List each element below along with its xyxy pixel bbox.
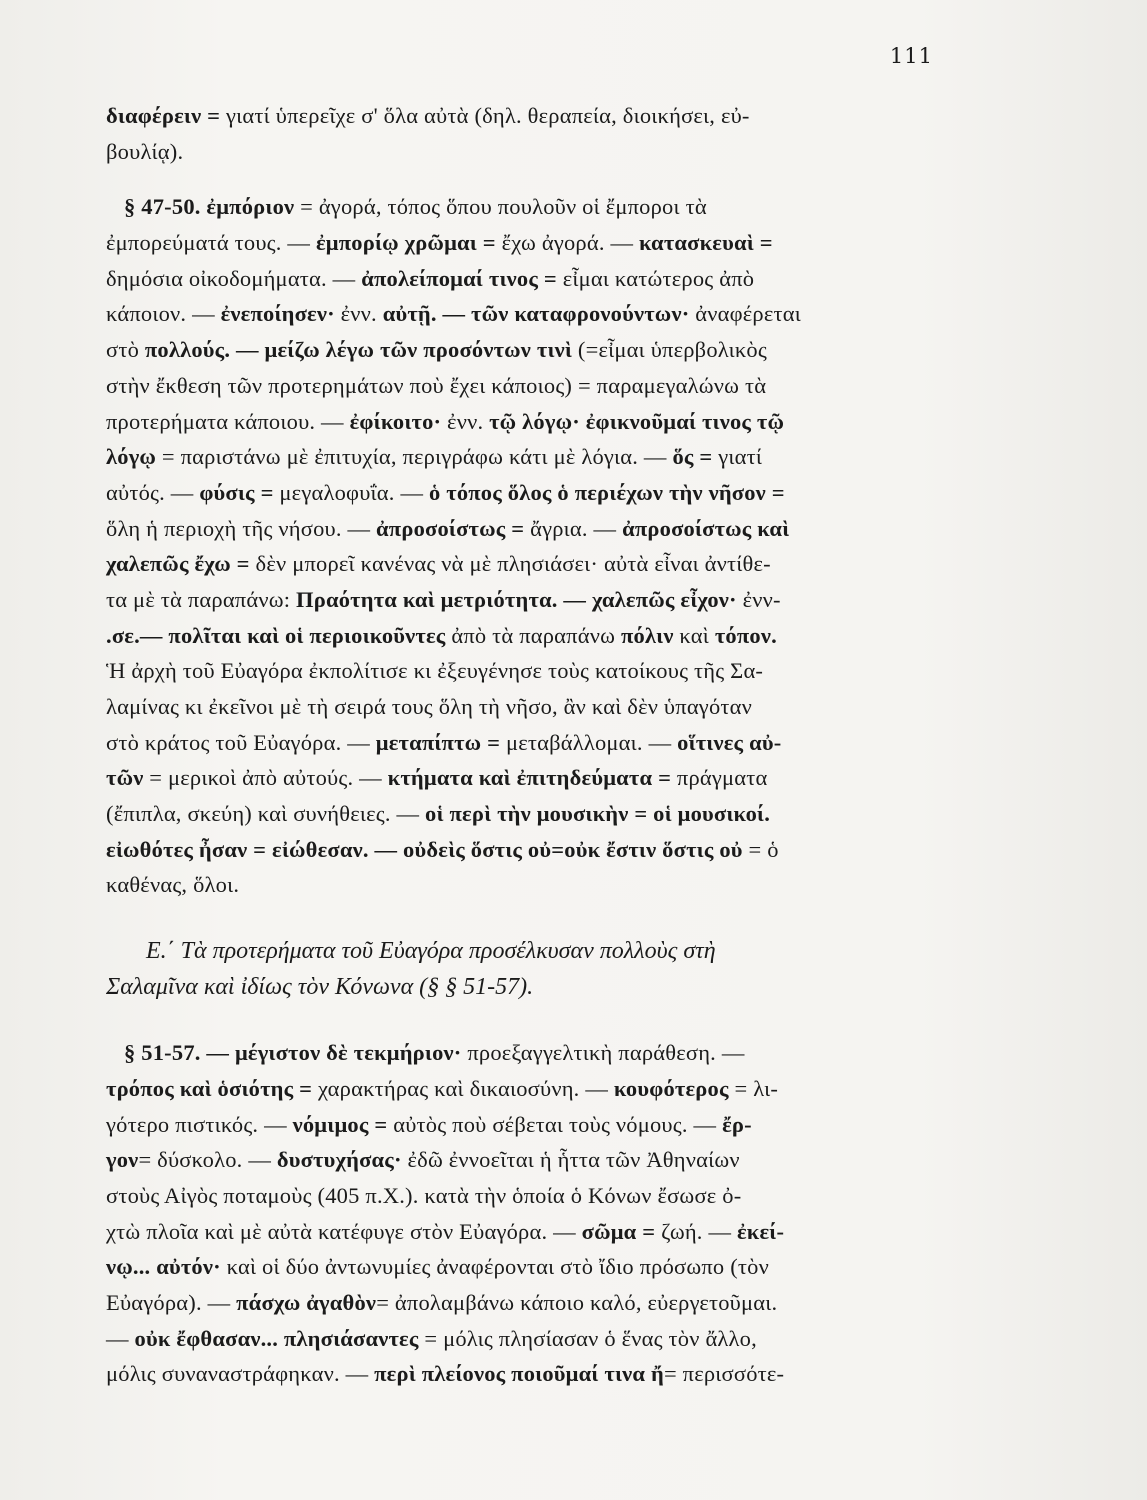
- text-run: γιατί: [718, 444, 763, 470]
- text-line: [106, 368, 936, 404]
- bold-term: ἐφίκοιτο·: [349, 408, 448, 434]
- section-heading-line: Ε.΄ Τὰ προτερήματα τοῦ Εὐαγόρα προσέλκυσαν πολλοὺς στὴ: [146, 938, 716, 965]
- bold-term: τῶν: [106, 765, 150, 791]
- text-line: [106, 1178, 936, 1214]
- bold-term: κατασκευαὶ =: [639, 230, 773, 256]
- bold-term: οἱ περὶ τὴν μουσικὴν = οἱ μουσικοί.: [425, 801, 771, 827]
- text-line: [106, 618, 936, 654]
- text-line: [106, 1356, 936, 1392]
- text-run: γότερο πιστικός. —: [106, 1111, 293, 1137]
- bold-term: Πραότητα καὶ μετριότητα. — χαλεπῶς εἶχον·: [296, 586, 743, 612]
- bold-term: τῷ λόγῳ· ἐφικνοῦμαί τινος τῷ: [489, 408, 785, 434]
- text-line: [106, 98, 936, 134]
- bold-term: κουφότερος: [613, 1075, 735, 1101]
- bold-term: τρόπος καὶ ὁσιότης =: [106, 1075, 318, 1101]
- text-run: προεξαγγελτικὴ παράθεση. —: [467, 1040, 745, 1066]
- text-run: = ἀπολαμβάνω κάποιο καλό, εὐεργετοῦμαι.: [376, 1289, 778, 1315]
- text-line: [106, 1035, 936, 1071]
- text-run: = περισσότε-: [663, 1361, 785, 1387]
- text-run: εἶμαι κατώτερος ἀπὸ: [562, 265, 755, 291]
- section-heading-line: Σαλαμῖνα καὶ ἰδίως τὸν Κόνωνα (§ § 51-57).: [106, 974, 534, 1001]
- text-line: [106, 511, 936, 547]
- text-run: αὐτὸς ποὺ σέβεται τοὺς νόμους. —: [393, 1111, 723, 1137]
- text-run: (ἔπιπλα, σκεύη) καὶ συνήθειες. —: [106, 801, 426, 827]
- bold-term: ἀπροσοίστως =: [376, 515, 531, 541]
- bold-term: οὐκ ἔφθασαν... πλησιάσαντες: [134, 1325, 425, 1351]
- text-run: —: [106, 1325, 135, 1351]
- bold-term: χαλεπῶς ἔχω =: [106, 551, 256, 577]
- text-run: στὴν ἔκθεση τῶν προτερημάτων ποὺ ἔχει κάποιος) = παραμεγαλώνω τὰ: [106, 372, 767, 398]
- bold-term: ἐνεποίησεν·: [220, 301, 341, 327]
- text-run: καὶ: [679, 622, 715, 648]
- bold-term: αὐτῇ. — τῶν καταφρονούντων·: [382, 301, 696, 327]
- bold-term: ἀπολείπομαί τινος =: [361, 265, 563, 291]
- paragraph-51-57: [106, 1035, 936, 1392]
- text-run: ἐνν-: [742, 586, 781, 612]
- bold-term: .σε.— πολῖται καὶ οἱ περιοικοῦντες: [106, 622, 452, 648]
- text-run: πράγματα: [676, 765, 768, 791]
- text-run: γιατί ὑπερεῖχε σ' ὅλα αὐτὰ (δηλ. θεραπεία, διοικήσει, εὐ-: [226, 103, 750, 128]
- text-run: ὅλη ἡ περιοχὴ τῆς νήσου. —: [106, 515, 377, 541]
- text-run: (=εἶμαι ὑπερβολικὸς: [577, 337, 767, 363]
- text-line: [106, 404, 936, 440]
- text-run: στοὺς Αἰγὸς ποταμοὺς (405 π.Χ.). κατὰ τὴν ὁποία ὁ Κόνων ἔσωσε ὀ-: [106, 1182, 742, 1208]
- text-line: [106, 332, 936, 368]
- text-run: ἔχω ἀγορά. —: [501, 230, 640, 256]
- text-run: κάποιον. —: [106, 301, 221, 327]
- bold-term: γον: [106, 1147, 139, 1173]
- bold-term: ἔρ-: [722, 1111, 752, 1137]
- bold-term: πολλούς. — μείζω λέγω τῶν προσόντων τινὶ: [144, 337, 578, 363]
- text-line: [106, 1071, 936, 1107]
- bold-term: φύσις =: [199, 479, 280, 505]
- bold-term: οἵτινες αὐ-: [677, 729, 782, 755]
- text-run: = παριστάνω μὲ ἐπιτυχία, περιγράφω κάτι μὲ λόγια. —: [161, 444, 673, 470]
- text-line: [106, 1142, 936, 1178]
- text-line: [106, 1285, 936, 1321]
- text-run: προτερήματα κάποιου. —: [106, 408, 350, 434]
- text-line: [106, 189, 936, 225]
- text-run: μεταβάλλομαι. —: [505, 729, 678, 755]
- text-run: στὸ κράτος τοῦ Εὐαγόρα. —: [106, 729, 376, 755]
- text-line: [106, 760, 936, 796]
- bold-term: νόμιμος =: [292, 1111, 394, 1137]
- text-line: [106, 439, 936, 475]
- text-run: καθένας, ὅλοι.: [106, 872, 240, 898]
- bold-term: § 51-57. — μέγιστον δὲ τεκμήριον·: [124, 1040, 468, 1066]
- text-run: = ἀγορά, τόπος ὅπου πουλοῦν οἱ ἔμποροι τὰ: [300, 194, 707, 220]
- text-run: = μόλις πλησίασαν ὁ ἕνας τὸν ἄλλο,: [424, 1325, 757, 1351]
- text-line: [106, 261, 936, 297]
- commentary-text: [106, 98, 936, 1392]
- text-line: [106, 725, 936, 761]
- bold-term: λόγῳ: [106, 444, 162, 470]
- bold-term: μεταπίπτω =: [375, 729, 506, 755]
- text-run: δὲν μπορεῖ κανένας νὰ μὲ πλησιάσει· αὐτὰ εἶναι ἀντίθε-: [255, 551, 771, 577]
- section-heading: [106, 933, 936, 1005]
- text-run: ἄγρια. —: [530, 515, 623, 541]
- text-run: Ἡ ἀρχὴ τοῦ Εὐαγόρα ἐκπολίτισε κι ἐξευγένησε τοὺς κατοίκους τῆς Σα-: [106, 658, 764, 684]
- text-line: [106, 653, 936, 689]
- text-run: βουλίᾳ).: [106, 138, 184, 164]
- text-line: [106, 582, 936, 618]
- text-line: [106, 475, 936, 511]
- paragraph-47-50: [106, 189, 936, 903]
- text-line: [106, 1214, 936, 1250]
- text-line: [106, 867, 936, 903]
- text-run: = ὁ: [748, 836, 779, 862]
- text-run: καὶ οἱ δύο ἀντωνυμίες ἀναφέρονται στὸ ἴδιο πρόσωπο (τὸν: [226, 1254, 769, 1280]
- text-line: [106, 1249, 936, 1285]
- text-run: δημόσια οἰκοδομήματα. —: [106, 265, 362, 291]
- text-run: μόλις συναναστράφηκαν. —: [106, 1361, 375, 1387]
- text-run: ἐνν.: [447, 408, 490, 434]
- text-line: [106, 1321, 936, 1357]
- text-run: = δύσκολο. —: [138, 1147, 277, 1173]
- text-line: [106, 689, 936, 725]
- text-run: στὸ: [106, 337, 145, 363]
- bold-term: πάσχω ἀγαθὸν: [236, 1289, 377, 1315]
- text-line: [106, 225, 936, 261]
- text-run: μεγαλοφυΐα. —: [279, 479, 429, 505]
- text-run: = λι-: [734, 1075, 779, 1101]
- text-run: τα μὲ τὰ παραπάνω:: [106, 586, 297, 612]
- bold-term: νῳ... αὐτόν·: [106, 1254, 227, 1280]
- text-line: [106, 134, 936, 170]
- text-line: [106, 796, 936, 832]
- text-run: ἐδῶ ἐννοεῖται ἡ ἧττα τῶν Ἀθηναίων: [407, 1147, 740, 1173]
- text-run: ἀναφέρεται: [695, 301, 801, 327]
- bold-term: διαφέρειν =: [106, 103, 227, 128]
- bold-term: σῶμα =: [581, 1218, 662, 1244]
- text-run: ζωή. —: [661, 1218, 737, 1244]
- bold-term: εἰωθότες ἦσαν = εἰώθεσαν. — οὐδεὶς ὅστις οὐ=οὐκ ἔστιν ὅστις οὐ: [106, 836, 749, 862]
- text-run: = μερικοὶ ἀπὸ αὐτούς. —: [149, 765, 388, 791]
- bold-term: ὁ τόπος ὅλος ὁ περιέχων τὴν νῆσον =: [428, 479, 785, 505]
- bold-term: ἐμπορίῳ χρῶμαι =: [315, 230, 502, 256]
- text-run: αὐτός. —: [106, 479, 200, 505]
- bold-term: ἐκεί-: [736, 1218, 785, 1244]
- bold-term: δυστυχήσας·: [276, 1147, 408, 1173]
- bold-term: ἀπροσοίστως καὶ: [622, 515, 790, 541]
- bold-term: κτήματα καὶ ἐπιτηδεύματα =: [387, 765, 677, 791]
- text-line: [106, 546, 936, 582]
- bold-term: πόλιν: [620, 622, 680, 648]
- text-line: [106, 1107, 936, 1143]
- paragraph-continuation: [106, 98, 936, 169]
- text-run: Εὐαγόρα). —: [106, 1289, 237, 1315]
- bold-term: περὶ πλείονος ποιοῦμαί τινα ἤ: [374, 1361, 664, 1387]
- text-run: χαρακτήρας καὶ δικαιοσύνη. —: [317, 1075, 614, 1101]
- text-run: λαμίνας κι ἐκεῖνοι μὲ τὴ σειρά τους ὅλη τὴ νῆσο, ἂν καὶ δὲν ὑπαγόταν: [106, 694, 753, 719]
- text-line: [106, 832, 936, 868]
- text-run: ἐμπορεύματά τους. —: [106, 230, 316, 256]
- text-run: ἀπὸ τὰ παραπάνω: [451, 622, 621, 648]
- bold-term: τόπον.: [714, 622, 777, 648]
- text-run: χτὼ πλοῖα καὶ μὲ αὐτὰ κατέφυγε στὸν Εὐαγόρα. —: [106, 1218, 582, 1244]
- bold-term: ὅς =: [672, 444, 719, 470]
- text-line: [106, 296, 936, 332]
- text-run: ἐνν.: [340, 301, 383, 327]
- page-number: 111: [889, 44, 933, 68]
- bold-term: § 47-50. ἐμπόριον: [124, 194, 301, 220]
